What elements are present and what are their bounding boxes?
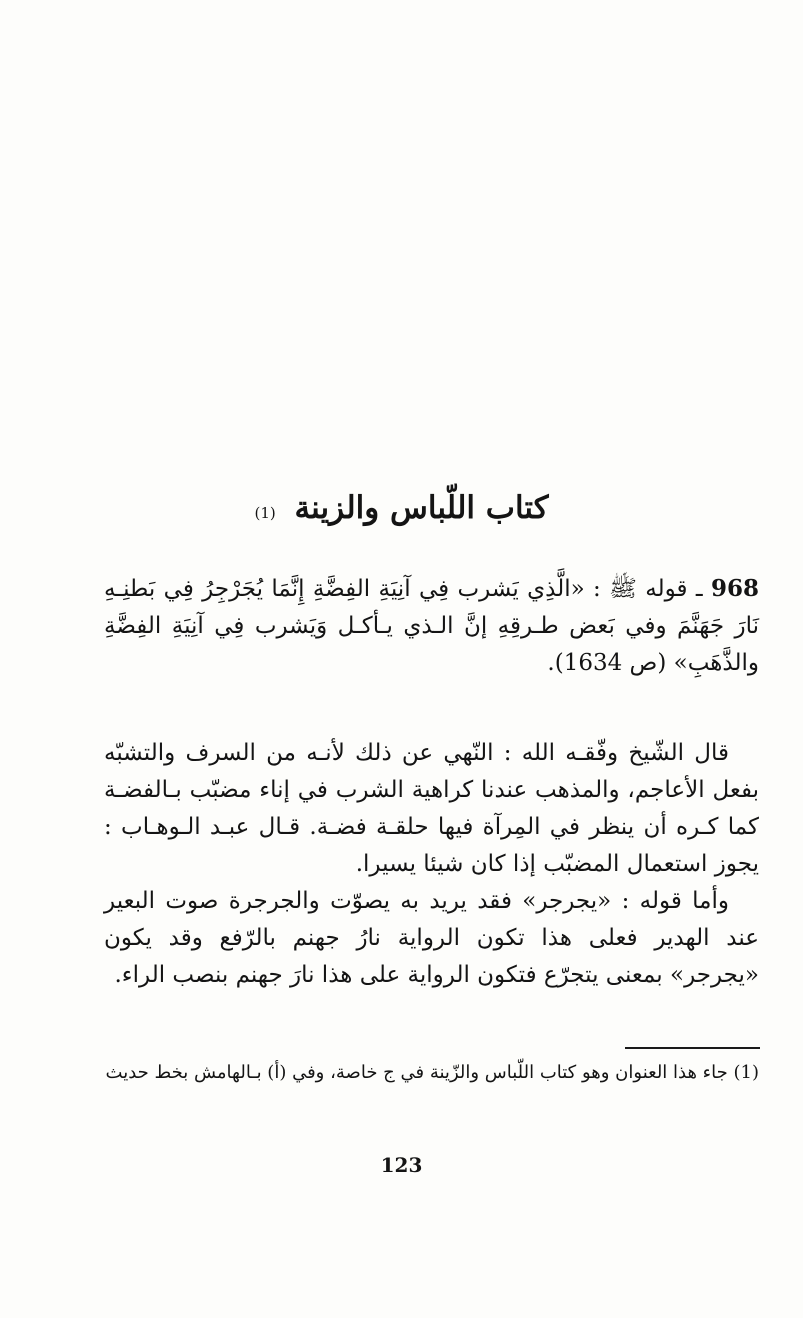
chapter-title [0,486,803,535]
hadith-number: 968 [711,575,760,602]
commentary [104,735,759,994]
chapter-title-text: كتاب اللّباس والزينة [294,490,549,526]
commentary-paragraph: وأما قوله : «يجرجر» فقد يريد به يصوّت والجرجرة صوت البعير عند الهدير فعلى هذا تكون الرواية نارُ جهنم بالرّفع وقد يكون «يجرجر» بمعنى يتجرّع فتكون الرواية على هذا نارَ جهنم بنصب الراء. [104,888,759,988]
commentary-paragraph: قال الشّيخ وفّقـه الله : النّهي عن ذلك لأنـه من السرف والتشبّه بفعل الأعاجم، والمذهب عندنا كراهية الشرب في إناء مضبّب بـالفضـة كما كـره أن ينظر في المِرآة فيها حلقـة فضـة. قـال عبـد الـوهـاب : يجوز استعمال المضبّب إذا كان شيئا يسيرا. [104,740,759,877]
page-number: 123 [380,1153,423,1177]
hadith-text: ـ قوله ﷺ : «الَّذِي يَشرب فِي آنِيَةِ الفِضَّةِ إِنَّمَا يُجَرْجِرُ فِي بَطنِـهِ نَارَ جَهَنَّمَ وفي بَعض طـرقِهِ إنَّ الـذي يـأكـل وَيَشرب فِي آنِيَةِ الفِضَّةِ والذَّهَبِ» (ص 1634). [104,576,759,676]
hadith-entry [104,570,759,682]
footnote: (1) جاء هذا العنوان وهو كتاب اللّباس والزّينة في ج خاصة، وفي (أ) بـالهامش بخط حديث [105,1062,759,1083]
footnote-reference: (1) [254,504,276,522]
footnote-divider [625,1047,760,1049]
